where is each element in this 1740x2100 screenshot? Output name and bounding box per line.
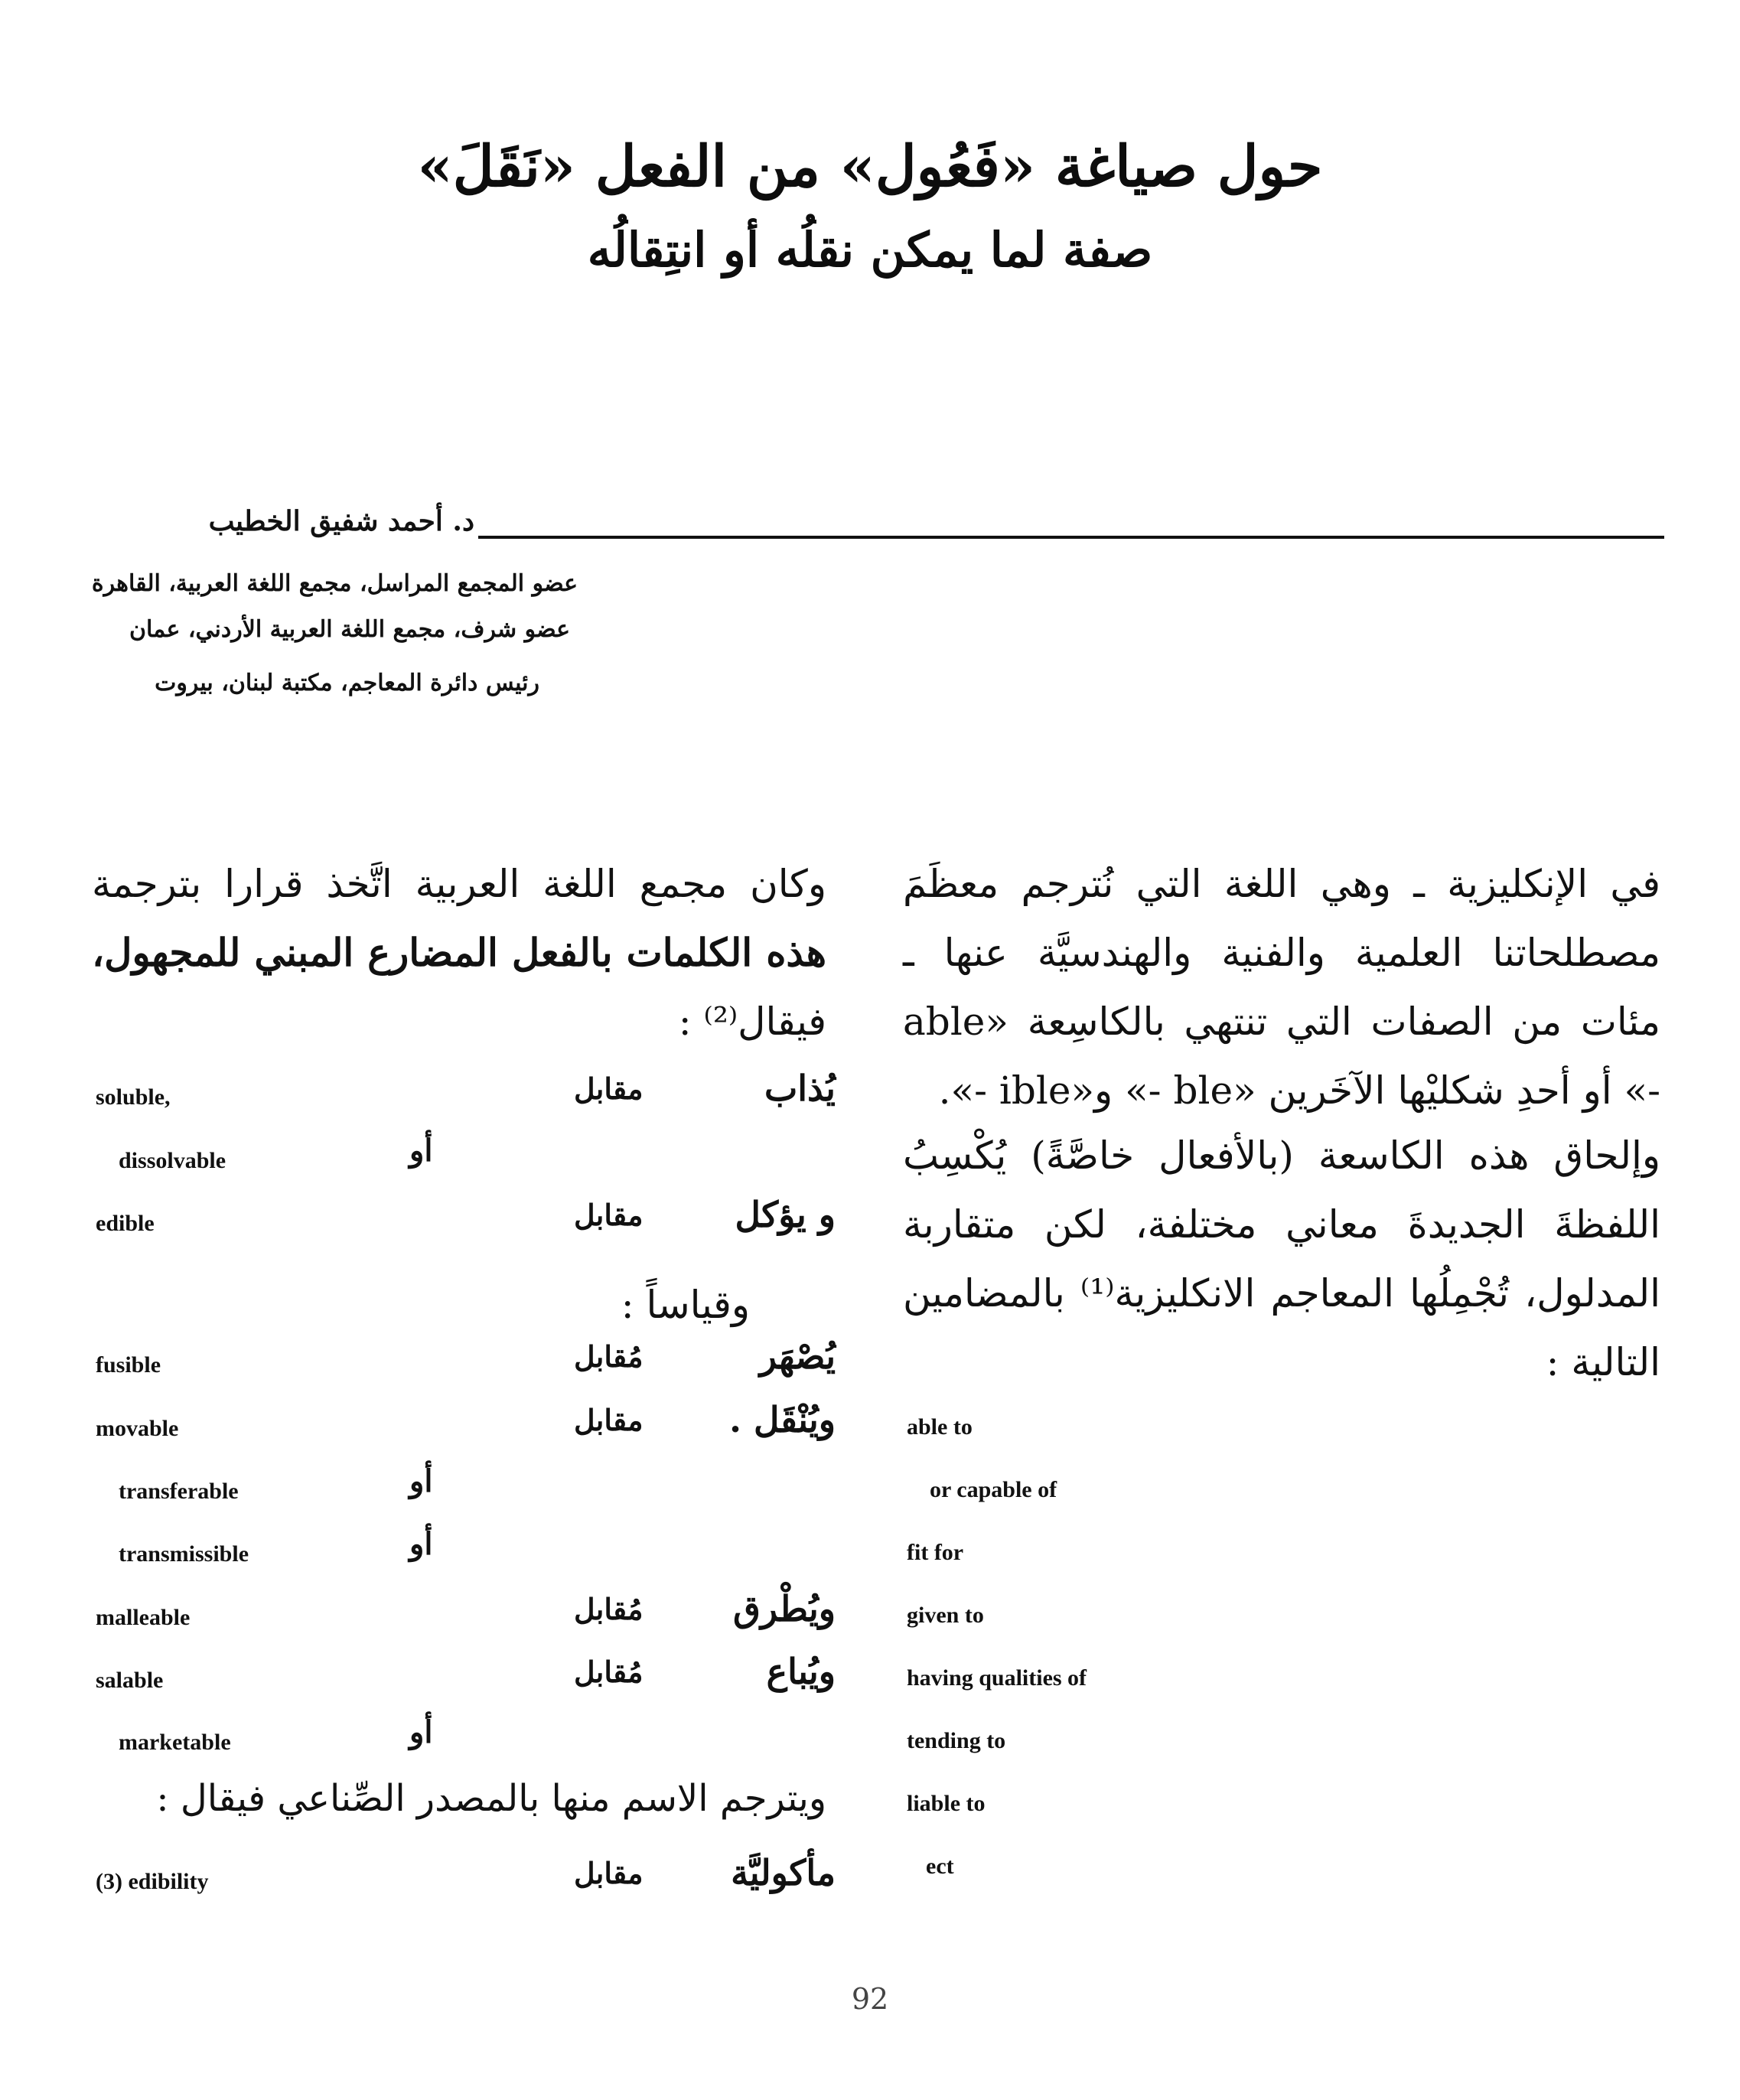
translation-row (0, 1068, 842, 1121)
translation-row (0, 1713, 842, 1766)
noun-intro-paragraph: ويترجم الاسم منها بالمصدر الصِّناعي فيقال : (156, 1777, 826, 1820)
muqabil-label: مُقابل (574, 1592, 644, 1626)
definition-english: given to (907, 1603, 984, 1628)
author-divider (478, 536, 1664, 539)
or-label: أو (409, 1133, 433, 1169)
translation-row (0, 1194, 842, 1247)
arabic-verb: ويُطْرق (733, 1588, 836, 1629)
translation-row (0, 1462, 842, 1515)
english-term: salable (96, 1668, 164, 1693)
muqabil-label: مقابل (574, 1403, 644, 1437)
right-paragraph-1: في الإنكليزية ـ وهي اللغة التي نُترجم معظَمَ مصطلحاتنا العلمية والفنية والهندسيَّة عنها ـ مئات من الصفات التي تنتهي بالكاسِعة «able -» أو أحدِ شكليْها الآخَرين «ble -» و«ible -». (903, 862, 1660, 1113)
english-term: transmissible (119, 1541, 249, 1567)
arabic-verb: ويُباع (766, 1651, 836, 1692)
definition-english: having qualities of (907, 1665, 1087, 1691)
translation-row (0, 1399, 842, 1453)
left-intro-bold-text: هذه الكلمات بالفعل المضارع المبني للمجهول، (92, 930, 826, 975)
author-affiliation: عضو شرف، مجمع اللغة العربية الأردني، عمان (129, 616, 570, 643)
left-intro-paragraph (92, 849, 826, 1056)
or-label: أو (409, 1526, 433, 1562)
left-intro-text: وكان مجمع اللغة العربية اتَّخذ قرارا بترجمة (92, 862, 826, 906)
english-term: marketable (119, 1730, 231, 1755)
english-term: malleable (96, 1605, 191, 1630)
arabic-verb: ويُنْقَل . (728, 1399, 836, 1440)
author-affiliation: رئيس دائرة المعاجم، مكتبة لبنان، بيروت (155, 670, 539, 696)
qiyasan-heading: وقياساً : (621, 1283, 750, 1327)
or-label: أو (409, 1463, 433, 1499)
english-term: transferable (119, 1479, 239, 1504)
title-line-1: حول صياغة «فَعُول» من الفعل «نَقَلَ» (417, 134, 1323, 200)
right-paragraph-2: وإلحاق هذه الكاسعة (بالأفعال خاصَّةً) يُكْسِبُ اللفظةَ الجديدةَ معاني مختلفة، لكن متقاربة المدلول، تُجْمِلُها المعاجم الانكليزية⁽¹⁾ بالمضامين التالية : (903, 1133, 1660, 1384)
muqabil-label: مُقابل (574, 1655, 644, 1689)
definition-english: fit for (907, 1540, 964, 1565)
definition-english: or capable of (930, 1477, 1057, 1502)
definition-english: tending to (907, 1728, 1006, 1753)
arabic-noun: مأكوليَّة (731, 1852, 836, 1893)
translation-row (0, 1651, 842, 1704)
english-term: (3) edibility (96, 1869, 209, 1894)
title-line-2: صفة لما يمكن نقلُه أو انتِقالُه (587, 222, 1153, 278)
translation-row (0, 1852, 842, 1906)
english-term: edible (96, 1211, 155, 1236)
arabic-verb: يُصْهَر (759, 1335, 836, 1377)
english-term: dissolvable (119, 1148, 226, 1173)
definition-english: able to (907, 1414, 973, 1440)
author-name: د. أحمد شفيق الخطيب (208, 505, 474, 537)
or-label: أو (409, 1714, 433, 1750)
translation-row (0, 1524, 842, 1578)
arabic-verb: يُذاب (764, 1068, 836, 1109)
muqabil-label: مقابل (574, 1198, 644, 1232)
arabic-verb: و يؤكل (735, 1194, 836, 1235)
translation-row (0, 1131, 842, 1185)
translation-row (0, 1588, 842, 1642)
muqabil-label: مُقابل (574, 1339, 644, 1374)
muqabil-label: مقابل (574, 1856, 644, 1890)
english-term: soluble, (96, 1084, 171, 1110)
translation-row (0, 1335, 842, 1389)
left-intro-end: فيقال⁽²⁾ : (678, 999, 826, 1044)
page-number: 92 (851, 1982, 889, 2016)
english-term: movable (96, 1416, 179, 1441)
english-term: fusible (96, 1352, 161, 1378)
definition-english: ect (926, 1854, 954, 1879)
definition-english: liable to (907, 1791, 986, 1816)
muqabil-label: مقابل (574, 1071, 644, 1106)
author-affiliation: عضو المجمع المراسل، مجمع اللغة العربية، القاهرة (91, 570, 578, 597)
